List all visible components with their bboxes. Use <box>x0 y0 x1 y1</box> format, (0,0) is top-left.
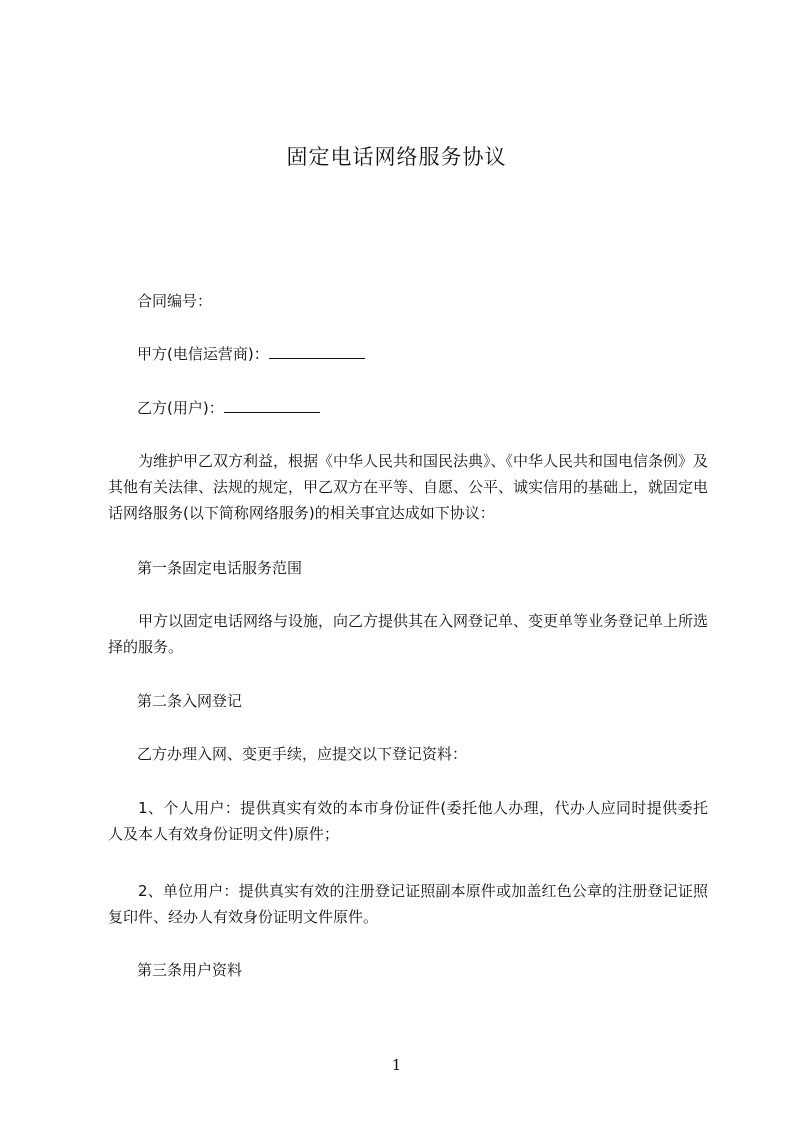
article-1-text: 甲方以固定电话网络与设施，向乙方提供其在入网登记单、变更单等业务登记单上所选择的服务。 <box>108 612 709 656</box>
article-2-item-2: 2、单位用户：提供真实有效的注册登记证照副本原件或加盖红色公章的注册登记证照复印件、经办人有效身份证明文件原件。 <box>108 882 708 926</box>
document-title: 固定电话网络服务协议 <box>286 145 507 169</box>
preamble-paragraph: 为维护甲乙双方利益，根据《中华人民共和国民法典》、《中华人民共和国电信条例》及其他有关法律、法规的规定，甲乙双方在平等、自愿、公平、诚实信用的基础上，就固定电话网络服务(以下简称网络服务)的相关事宜达成如下协议： <box>108 452 709 522</box>
article-2-intro: 乙方办理入网、变更手续，应提交以下登记资料： <box>137 745 468 763</box>
article-3-heading: 第三条用户资料 <box>137 961 243 979</box>
party-a-label: 甲方(电信运营商)： <box>137 345 269 363</box>
page-number: 1 <box>391 1056 402 1074</box>
party-a-line <box>137 344 365 364</box>
article-2-item-1: 1、个人用户：提供真实有效的本市身份证件(委托他人办理，代办人应同时提供委托人及本人有效身份证明文件)原件； <box>108 799 708 843</box>
party-b-blank <box>224 398 320 413</box>
party-b-label: 乙方(用户)： <box>137 399 224 417</box>
party-a-blank <box>269 344 365 359</box>
contract-number-label: 合同编号： <box>137 292 213 310</box>
party-b-line <box>137 398 320 418</box>
article-2-heading: 第二条入网登记 <box>137 692 243 710</box>
article-1-heading: 第一条固定电话服务范围 <box>137 559 303 577</box>
